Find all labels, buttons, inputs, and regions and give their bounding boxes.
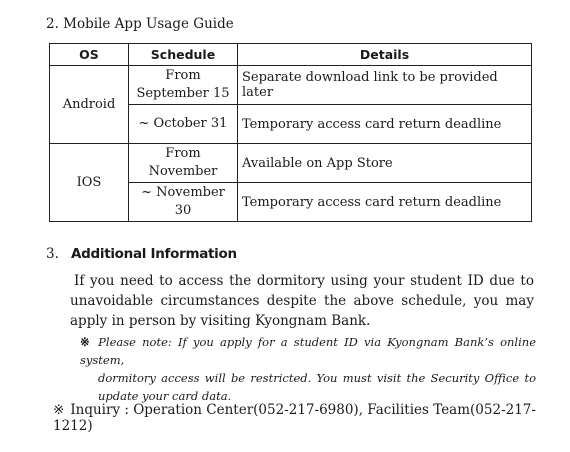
schedule-line: From (165, 146, 201, 161)
schedule-line: November (148, 164, 218, 179)
table-header-row (50, 44, 532, 66)
os-ios: IOS (50, 144, 129, 222)
section-3-heading: Additional Information (71, 246, 237, 262)
header-os: OS (50, 44, 129, 66)
inquiry-mark-icon: ※ (53, 402, 65, 418)
details-cell: Separate download link to be provided later (238, 66, 532, 105)
schedule-cell (129, 144, 238, 183)
section-3-number: 3. (46, 246, 59, 262)
note-rest: dormitory access will be restricted. You must visit the Security Office to update your card data. (98, 371, 536, 403)
details-cell: Available on App Store (238, 144, 532, 183)
schedule-cell: ~ November 30 (129, 183, 238, 222)
note-line-1: Please note: If you apply for a student ID via Kyongnam Bank’s online system, (80, 335, 536, 367)
details-cell: Temporary access card return deadline (238, 105, 532, 144)
schedule-line: From (165, 68, 201, 83)
table-row (50, 66, 532, 105)
inquiry-text: Inquiry : Operation Center(052-217-6980), Facilities Team(052-217-1212) (53, 402, 536, 434)
mobile-app-guide-table (49, 43, 532, 222)
schedule-cell: ~ October 31 (129, 105, 238, 144)
schedule-line: September 15 (136, 86, 230, 101)
note-first-line (80, 333, 536, 369)
inquiry-line (53, 402, 570, 434)
details-cell: Temporary access card return deadline (238, 183, 532, 222)
table-row (50, 144, 532, 183)
schedule-cell (129, 66, 238, 105)
os-android: Android (50, 66, 129, 144)
section-3-paragraph: If you need to access the dormitory using your student ID due to unavoidable circumstances despite the above schedule, you may apply in person by visiting Kyongnam Bank. (70, 273, 534, 329)
header-details: Details (238, 44, 532, 66)
note-block (80, 333, 536, 405)
note-mark-icon: ※ (80, 335, 93, 349)
section-2-title: 2. Mobile App Usage Guide (46, 16, 234, 32)
header-schedule: Schedule (129, 44, 238, 66)
